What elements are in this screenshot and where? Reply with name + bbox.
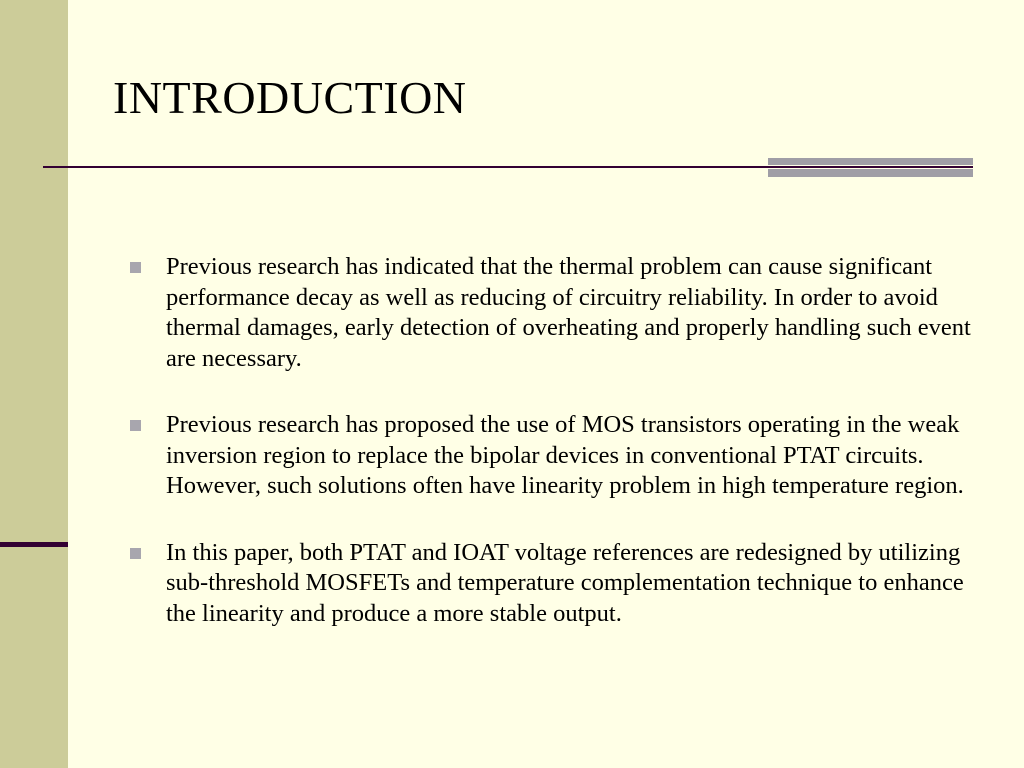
left-bar-accent-line [0,542,68,547]
square-bullet-icon [130,420,141,431]
accent-stripe-top [768,158,973,165]
bullet-text: Previous research has indicated that the thermal problem can cause significant performance decay as well as reducing of circuitry reliability. In order to avoid thermal damages, early detection of overheating and properly handling such event are necessary. [166,253,971,372]
bullet-text: Previous research has proposed the use of MOS transistors operating in the weak inversion region to replace the bipolar devices in conventional PTAT circuits. However, such solutions often have linearity problem in high temperature region. [166,411,964,499]
title-underline-rule [43,166,768,168]
accent-stripe-bottom [768,169,973,177]
bullet-item [130,252,990,374]
bullet-list [130,252,990,665]
bullet-item [130,410,990,502]
slide-title: INTRODUCTION [113,72,467,123]
title-accent-stripes [768,158,973,179]
square-bullet-icon [130,548,141,559]
bullet-text: In this paper, both PTAT and IOAT voltage references are redesigned by utilizing sub-threshold MOSFETs and temperature complementation technique to enhance the linearity and produce a more stable output. [166,538,964,627]
square-bullet-icon [130,262,141,273]
accent-stripe-middle [768,166,973,168]
bullet-item [130,538,990,630]
left-side-bar [0,0,68,768]
